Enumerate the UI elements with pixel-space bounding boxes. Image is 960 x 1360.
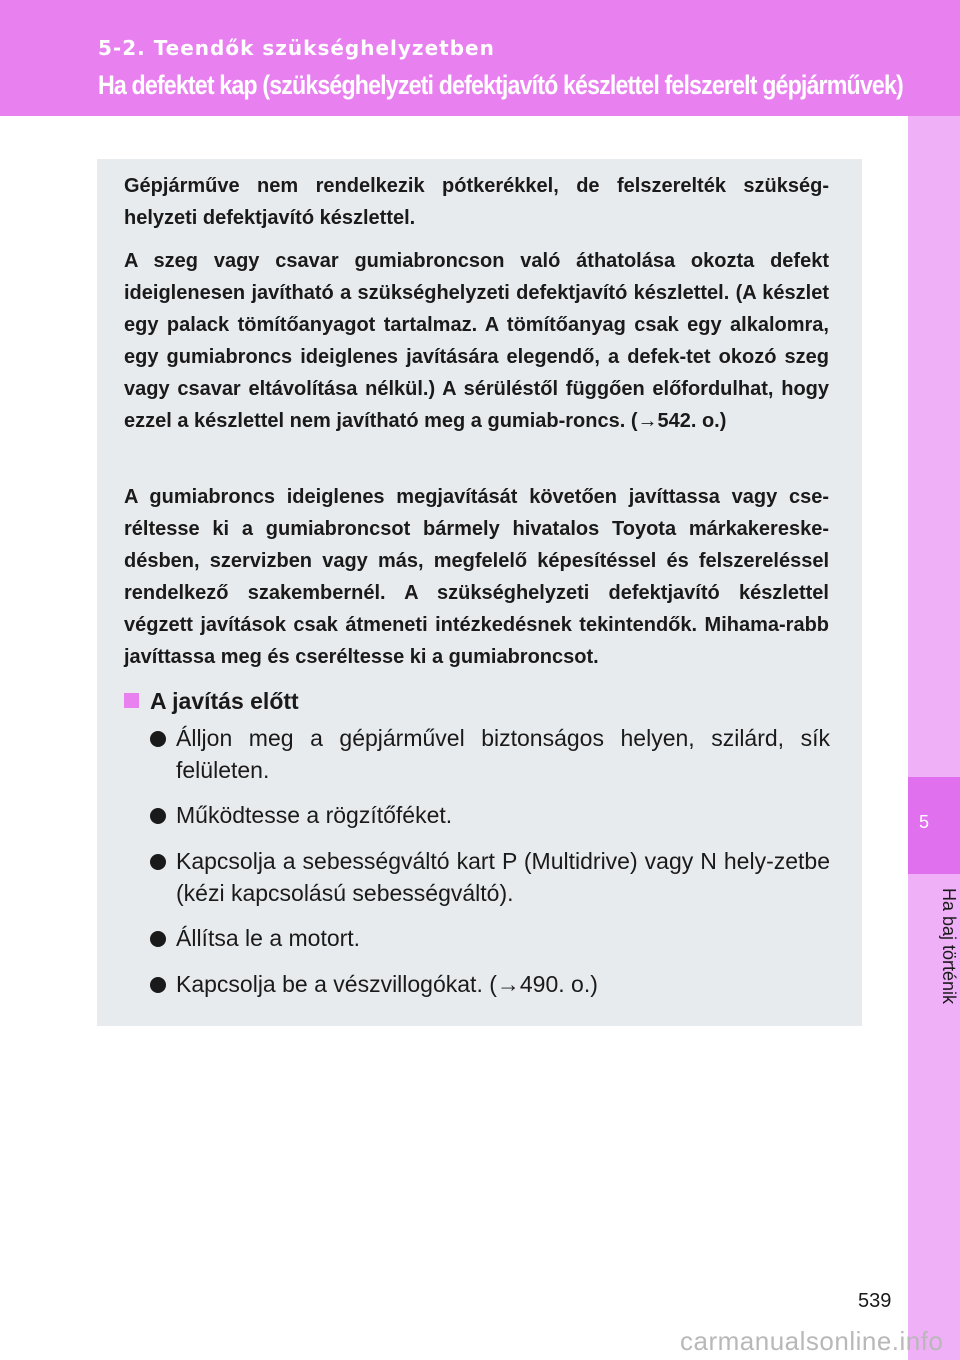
section-label: 5-2. Teendők szükséghelyzetben [98,36,495,60]
before-repair-heading [124,686,299,716]
list-item [150,922,830,954]
list-item-text: Állítsa le a motort. [176,925,361,951]
chapter-title: Ha baj történik [939,888,959,1005]
list-item [150,722,830,786]
list-item [150,799,830,831]
list-item-text: Álljon meg a gépjárművel biztonságos helyen, szilárd, sík felületen. [176,725,830,783]
chapter-number: 5 [918,812,929,832]
list-item-text: Működtesse a rögzítőféket. [176,802,453,828]
page-number: 539 [858,1290,892,1312]
list-item-text: Kapcsolja a sebességváltó kart P (Multidrive) vagy N hely-zetbe (kézi kapcsolású sebességváltó). [176,848,830,906]
list-item [150,845,830,909]
intro-paragraph-1: Gépjárműve nem rendelkezik pótkerékkel, de felszerelték szükség-helyzeti defektjavító készlettel. [124,175,829,229]
list-item [150,968,830,1000]
bullet-dot-icon [150,931,166,947]
bullet-dot-icon [150,854,166,870]
bullet-dot-icon [150,977,166,993]
list-item-text: Kapcsolja be a vészvillogókat. (→490. o.) [176,971,598,997]
bullet-dot-icon [150,731,166,747]
page-title: Ha defektet kap (szükséghelyzeti defektjavító készlettel felszerelt gépjárművek) [98,70,903,100]
watermark: carmanualsonline.info [680,1326,944,1356]
chapter-side-tab [908,116,960,1360]
before-repair-heading-text: A javítás előtt [150,688,299,714]
intro-paragraph-3: A gumiabroncs ideiglenes megjavítását követően javíttassa vagy cse-réltesse ki a gumiabroncsot bármely hivatalos Toyota márkakereske-désben, szervizben vagy más, megfelelő képesítéssel és felszereléssel rendelkező szakembernél. A szükséghelyzeti defektjavító készlettel végzett javítások csak átmeneti intézkedésnek tekintendők. Mihama-rabb javíttassa meg és cseréltesse ki a gumiabroncsot. [124,486,829,668]
intro-paragraph-2: A szeg vagy csavar gumiabroncson való áthatolása okozta defekt ideiglenesen javítható a szükséghelyzeti defektjavító készlettel. (A készlet egy palack tömítőanyagot tartalmaz. A tömítőanyag csak egy alkalomra, egy gumiabroncs ideiglenes javítására elegendő, a defek-tet okozó szeg vagy csavar eltávolítása nélkül.) A sérüléstől függően előfordulhat, hogy ezzel a készlettel nem javítható meg a gumiab-roncs. (→542. o.) [124,250,829,432]
bullet-dot-icon [150,808,166,824]
square-bullet-icon [124,693,139,708]
